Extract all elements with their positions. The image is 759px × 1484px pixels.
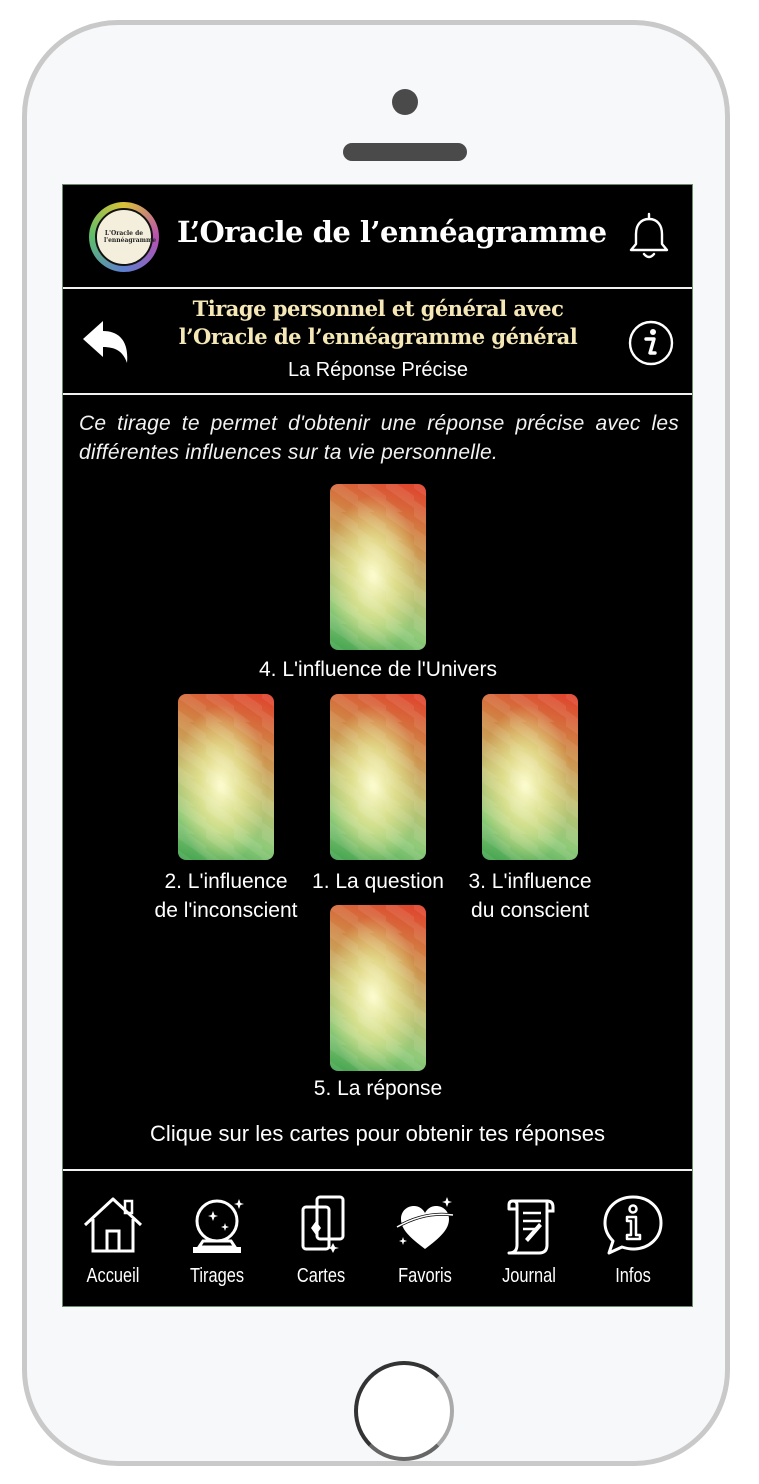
- card-2-label: [136, 867, 316, 925]
- page-title-line1: Tirage personnel et général avec: [192, 296, 564, 321]
- card-3-label: [450, 867, 610, 925]
- page-header: [63, 289, 692, 395]
- card-3-label-line2: du conscient: [471, 899, 589, 922]
- app-title: L’Oracle de l’ennéagramme: [177, 215, 607, 249]
- card-1-label: 1. La question: [312, 870, 444, 893]
- bottom-nav: [63, 1169, 692, 1307]
- cards-icon: [287, 1193, 355, 1257]
- info-bubble-icon: [599, 1193, 667, 1257]
- nav-label-accueil: Accueil: [86, 1265, 140, 1287]
- card-2-label-line2: de l'inconscient: [154, 899, 298, 922]
- card-3[interactable]: [482, 694, 578, 860]
- card-3-label-line1: 3. L'influence: [468, 870, 592, 893]
- scroll-icon: [495, 1193, 563, 1257]
- back-arrow-icon[interactable]: [79, 319, 131, 367]
- card-4[interactable]: [330, 484, 426, 650]
- card-4-label: 4. L'influence de l'Univers: [259, 658, 497, 681]
- nav-label-tirages: Tirages: [189, 1265, 245, 1287]
- nav-label-cartes: Cartes: [296, 1265, 346, 1287]
- house-icon: [79, 1193, 147, 1257]
- card-1[interactable]: [330, 694, 426, 860]
- card-5-label: 5. La réponse: [313, 1077, 443, 1100]
- top-bar: [63, 185, 692, 289]
- nav-favoris[interactable]: [375, 1171, 475, 1307]
- speaker: [343, 143, 467, 161]
- nav-label-journal: Journal: [502, 1265, 556, 1287]
- heart-icon: [391, 1193, 459, 1257]
- page-title-line2: l’Oracle de l’ennéagramme général: [178, 324, 578, 349]
- home-button[interactable]: [354, 1361, 454, 1461]
- logo-badge: [95, 208, 157, 266]
- nav-label-infos: Infos: [615, 1265, 651, 1287]
- card-2-label-line1: 2. L'influence: [164, 870, 288, 893]
- page-subtitle: La Réponse Précise: [287, 359, 469, 381]
- nav-tirages[interactable]: [167, 1171, 267, 1307]
- page-title: [143, 295, 613, 351]
- card-2[interactable]: [178, 694, 274, 860]
- app-screen: [62, 184, 693, 1307]
- camera: [392, 89, 418, 115]
- nav-accueil[interactable]: [63, 1171, 163, 1307]
- info-icon[interactable]: [627, 319, 675, 367]
- nav-label-favoris: Favoris: [398, 1265, 452, 1287]
- logo-text: L'Oracle de l'ennéagramme: [104, 230, 157, 244]
- nav-journal[interactable]: [479, 1171, 579, 1307]
- app-logo[interactable]: [89, 202, 159, 272]
- instruction-text: Clique sur les cartes pour obtenir tes réponses: [150, 1121, 605, 1146]
- bell-icon[interactable]: [625, 211, 673, 261]
- crystal-ball-icon: [183, 1193, 251, 1257]
- intro-text: Ce tirage te permet d'obtenir une réponse précise avec les différentes influences sur ta vie personnelle.: [79, 412, 679, 464]
- nav-infos[interactable]: [583, 1171, 683, 1307]
- card-5[interactable]: [330, 905, 426, 1071]
- nav-cartes[interactable]: [271, 1171, 371, 1307]
